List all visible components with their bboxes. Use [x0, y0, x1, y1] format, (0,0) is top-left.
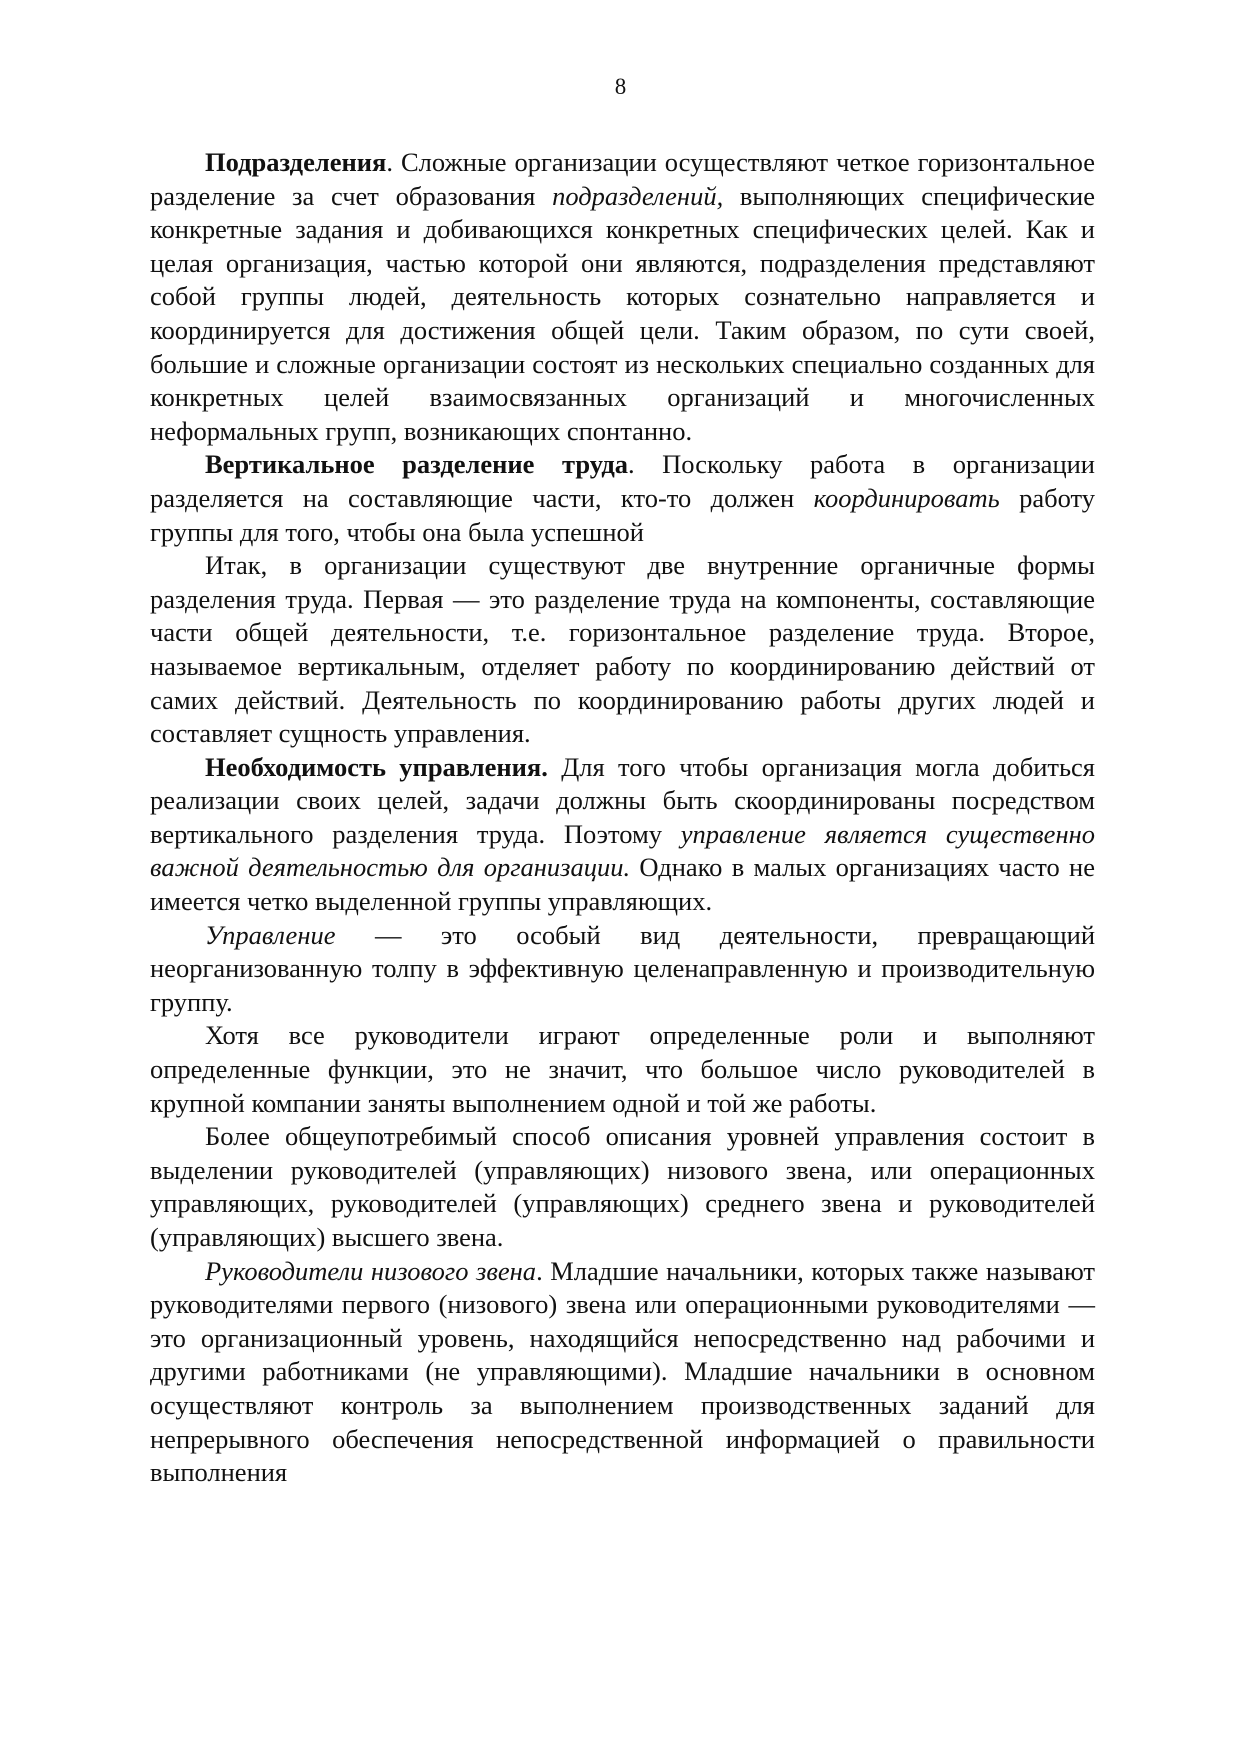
- paragraph-levels: Более общеупотребимый способ описания уровней управления состоит в выделении руководителей (управляющих) низового звена, или операционных управляющих, руководителей (управляющих) среднего звена и руководителей (управляющих) высшего звена.: [150, 1121, 1095, 1252]
- paragraph-text: работу группы для того, чтобы она была успешной: [150, 482, 1095, 547]
- term-vertical-division: Вертикальное разделение труда: [205, 449, 628, 480]
- emphasis-management-important: управление является существенно важной деятельностью для организации.: [150, 818, 1095, 883]
- paragraph-roles: Хотя все руководители играют определенные роли и выполняют определенные функции, это не значит, что большое число руководителей в крупной компании заняты выполнением одной и той же работы.: [150, 1020, 1095, 1118]
- emphasis-subdivisions: подразделений,: [552, 180, 724, 211]
- paragraph-text: . Сложные организации осуществляют четкое горизонтальное разделение за счет образования: [150, 147, 1095, 211]
- emphasis-lower-level-managers: Руководители низового звена: [205, 1255, 537, 1286]
- paragraph-text: Для того чтобы организация могла добиться реализации своих целей, задачи должны быть скоординированы посредством вертикального разделения труда. Поэтому: [150, 751, 1095, 849]
- paragraph-text: выполняющих специфические конкретные задания и добивающихся конкретных специфических целей. Как и целая организация, частью которой они являются, подразделения представляют собой группы людей, деятельность которых сознательно направляется и координируется для достижения общей цели. Таким образом, по сути своей, большие и сложные организации состоят из нескольких специально созданных для конкретных целей взаимосвязанных организаций и многочисленных неформальных групп, возникающих спонтанно.: [150, 180, 1095, 446]
- emphasis-coordinate: координировать: [813, 482, 1000, 513]
- paragraph-vertical-division: [150, 448, 1095, 549]
- body-text: [150, 146, 1095, 1490]
- paragraph-two-forms: Итак, в организации существуют две внутренние органичные формы разделения труда. Первая — это разделение труда на компоненты, составляющие части общей деятельности, т.е. горизонтальное разделение труда. Второе, называемое вертикальным, отделяет работу по координированию действий от самих действий. Деятельность по координированию работы других людей и составляет сущность управления.: [150, 550, 1095, 749]
- paragraph-text: . Поскольку работа в организации разделяется на составляющие части, кто-то должен: [150, 449, 1095, 513]
- paragraph-management-definition: [150, 919, 1095, 1020]
- term-need-for-management: Необходимость управления.: [205, 751, 548, 782]
- emphasis-management: Управление: [205, 919, 336, 950]
- page-number: 8: [614, 74, 627, 99]
- paragraph-text: . Младшие начальники, которых также называют руководителями первого (низового) звена или операционными руководителями — это организационный уровень, находящийся непосредственно над рабочими и другими работниками (не управляющими). Младшие начальники в основном осуществляют контроль за выполнением производственных заданий для непрерывного обеспечения непосредственной информацией о правильности выполнения: [150, 1255, 1095, 1488]
- term-subdivisions: Подразделения: [205, 147, 387, 177]
- paragraph-lower-level-managers: [150, 1255, 1095, 1490]
- paragraph-need-for-management: [150, 751, 1095, 919]
- paragraph-text: Однако в малых организациях часто не имеется четко выделенной группы управляющих.: [150, 852, 1095, 917]
- paragraph-subdivisions: [150, 146, 1095, 448]
- paragraph-text: — это особый вид деятельности, превращающий неорганизованную толпу в эффективную целенаправленную и производительную группу.: [150, 919, 1095, 1017]
